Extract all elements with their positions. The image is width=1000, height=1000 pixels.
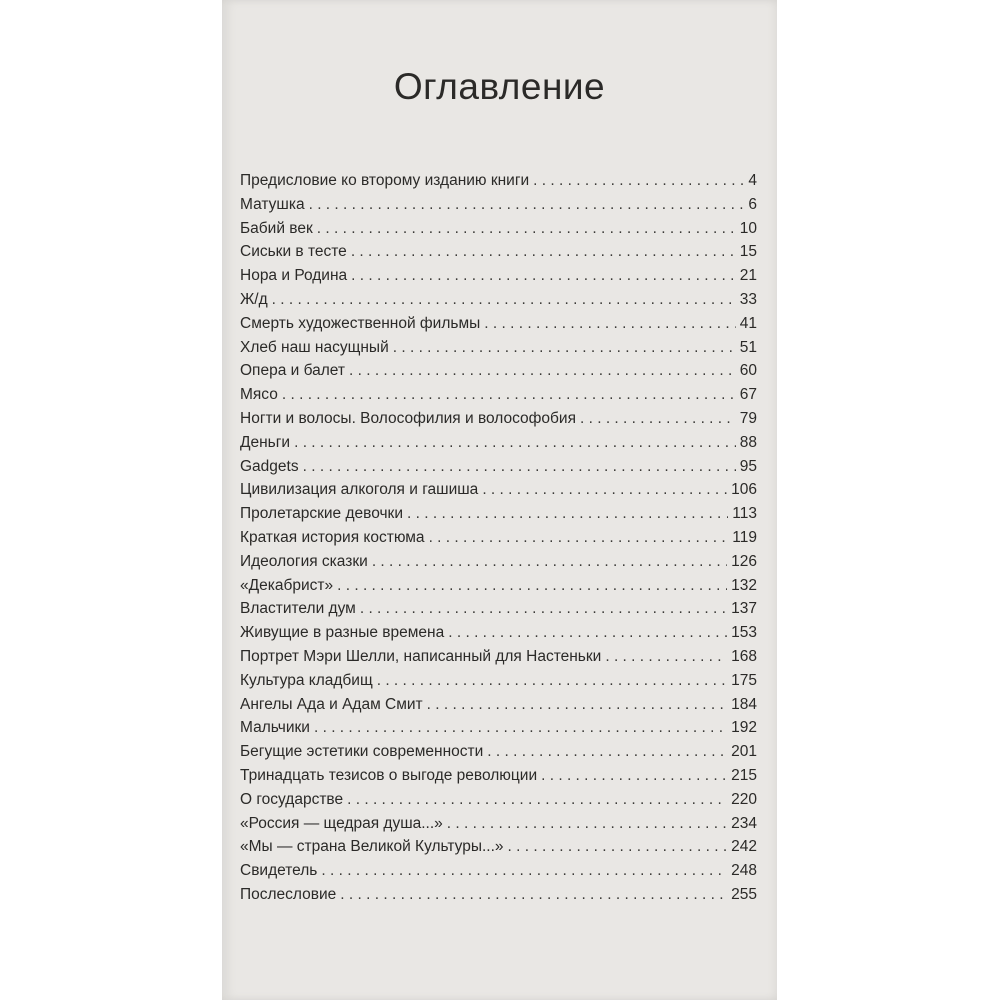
toc-entry-title: Ж/д (240, 290, 268, 308)
toc-entry-page-number: 168 (731, 647, 757, 665)
dot-leader (393, 339, 736, 357)
toc-entry (240, 267, 757, 291)
toc-entry-page-number: 33 (739, 290, 757, 308)
toc-entry-page-number: 106 (731, 481, 757, 499)
dot-leader (351, 243, 736, 261)
toc-entry-title: Мальчики (240, 719, 310, 737)
dot-leader (317, 220, 736, 238)
toc-entry (240, 434, 757, 458)
toc-entry-page-number: 4 (748, 172, 757, 189)
toc-entry (240, 600, 757, 624)
dot-leader (340, 886, 727, 904)
dot-leader (605, 648, 727, 666)
toc-entry-title: Властители дум (240, 600, 356, 618)
dot-leader (508, 838, 728, 856)
toc-entry-page-number: 88 (739, 433, 757, 451)
dot-leader (347, 791, 727, 809)
toc-entry-page-number: 175 (731, 671, 757, 689)
toc-entry-page-number: 153 (731, 624, 757, 642)
dot-leader (321, 862, 727, 880)
toc-entry-page-number: 132 (731, 576, 757, 594)
toc-entry-title: «Россия — щедрая душа...» (240, 814, 443, 832)
dot-leader (580, 410, 736, 428)
toc-entry (240, 529, 757, 553)
toc-entry (240, 862, 757, 886)
toc-entry-page-number: 79 (739, 409, 757, 427)
toc-entry-title: О государстве (240, 790, 344, 808)
toc-entry-title: Предисловие ко второму изданию книги (240, 172, 530, 189)
toc-entry-title: Матушка (240, 195, 305, 213)
dot-leader (484, 315, 735, 333)
table-of-contents (240, 172, 757, 910)
toc-entry (240, 362, 757, 386)
toc-entry-title: «Мы — страна Великой Культуры...» (240, 838, 504, 856)
book-page (222, 0, 777, 1000)
toc-entry-page-number: 192 (731, 719, 757, 737)
toc-entry (240, 886, 757, 910)
toc-entry-page-number: 15 (739, 243, 757, 261)
toc-entry (240, 410, 757, 434)
dot-leader (448, 624, 727, 642)
dot-leader (349, 362, 736, 380)
toc-entry-title: Живущие в разные времена (240, 624, 445, 642)
toc-entry-page-number: 67 (739, 386, 757, 404)
toc-entry (240, 315, 757, 339)
dot-leader (372, 553, 727, 571)
toc-entry-title: Опера и балет (240, 362, 345, 380)
toc-entry-title: Хлеб наш насущный (240, 338, 389, 356)
dot-leader (447, 815, 727, 833)
toc-entry-title: Бабий век (240, 219, 313, 237)
toc-entry-page-number: 6 (748, 195, 757, 213)
toc-entry (240, 838, 757, 862)
toc-entry-title: Нора и Родина (240, 267, 348, 285)
toc-entry-title: Цивилизация алкоголя и гашиша (240, 481, 479, 499)
toc-entry (240, 339, 757, 363)
toc-entry-title: Мясо (240, 386, 278, 404)
toc-entry-title: Бегущие эстетики современности (240, 743, 484, 761)
dot-leader (294, 434, 736, 452)
dot-leader (303, 458, 736, 476)
toc-entry-page-number: 51 (739, 338, 757, 356)
toc-entry (240, 553, 757, 577)
toc-entry-page-number: 119 (732, 528, 757, 546)
dot-leader (337, 577, 727, 595)
toc-entry-title: Смерть художественной фильмы (240, 314, 481, 332)
toc-entry (240, 291, 757, 315)
toc-entry (240, 672, 757, 696)
toc-entry-title: Культура кладбищ (240, 671, 373, 689)
dot-leader (487, 743, 727, 761)
dot-leader (360, 600, 727, 618)
toc-entry-page-number: 113 (732, 505, 757, 523)
toc-entry-page-number: 21 (739, 267, 757, 285)
dot-leader (282, 386, 736, 404)
toc-entry (240, 719, 757, 743)
toc-entry-title: Свидетель (240, 862, 318, 880)
toc-entry (240, 791, 757, 815)
toc-entry-page-number: 60 (739, 362, 757, 380)
toc-entry-page-number: 126 (731, 552, 757, 570)
toc-entry-page-number: 215 (731, 766, 757, 784)
toc-entry-page-number: 242 (731, 838, 757, 856)
page-title: Оглавление (393, 66, 606, 107)
dot-leader (377, 672, 727, 690)
toc-entry-page-number: 234 (731, 814, 757, 832)
toc-entry-title: Ангелы Ада и Адам Смит (240, 695, 423, 713)
dot-leader (429, 529, 729, 547)
toc-entry-page-number: 220 (731, 790, 757, 808)
dot-leader (351, 267, 736, 285)
toc-entry-page-number: 201 (731, 743, 757, 761)
toc-entry-page-number: 137 (731, 600, 757, 618)
toc-entry (240, 458, 757, 482)
toc-entry (240, 505, 757, 529)
toc-entry-title: Послесловие (240, 885, 337, 903)
toc-entry (240, 815, 757, 839)
toc-entry-title: Gadgets (240, 457, 299, 475)
toc-entry-page-number: 184 (731, 695, 757, 713)
toc-entry (240, 196, 757, 220)
toc-entry (240, 743, 757, 767)
toc-entry (240, 577, 757, 601)
dot-leader (427, 696, 727, 714)
dot-leader (309, 196, 745, 214)
toc-entry-page-number: 248 (731, 862, 757, 880)
dot-leader (541, 767, 727, 785)
toc-entry (240, 220, 757, 244)
toc-entry-title: Тринадцать тезисов о выгоде революции (240, 766, 538, 784)
toc-entry (240, 172, 757, 196)
toc-entry-title: Краткая история костюма (240, 528, 425, 546)
toc-entry (240, 243, 757, 267)
toc-entry-page-number: 95 (739, 457, 757, 475)
toc-entry-title: Портрет Мэри Шелли, написанный для Настеньки (240, 647, 602, 665)
dot-leader (533, 172, 744, 190)
toc-entry-title: Ногти и волосы. Волософилия и волософобия (240, 409, 576, 427)
toc-entry-page-number: 41 (739, 314, 757, 332)
toc-entry (240, 648, 757, 672)
toc-entry-title: Сиськи в тесте (240, 243, 347, 261)
dot-leader (272, 291, 736, 309)
toc-entry (240, 386, 757, 410)
toc-entry-title: Идеология сказки (240, 552, 368, 570)
toc-entry-page-number: 10 (739, 219, 757, 237)
toc-entry-title: «Декабрист» (240, 576, 334, 594)
dot-leader (407, 505, 728, 523)
toc-entry-title: Деньги (240, 433, 291, 451)
toc-entry (240, 481, 757, 505)
toc-entry-title: Пролетарские девочки (240, 505, 403, 523)
toc-entry (240, 624, 757, 648)
dot-leader (482, 481, 727, 499)
toc-entry (240, 696, 757, 720)
toc-entry (240, 767, 757, 791)
toc-entry-page-number: 255 (731, 885, 757, 903)
dot-leader (314, 719, 727, 737)
